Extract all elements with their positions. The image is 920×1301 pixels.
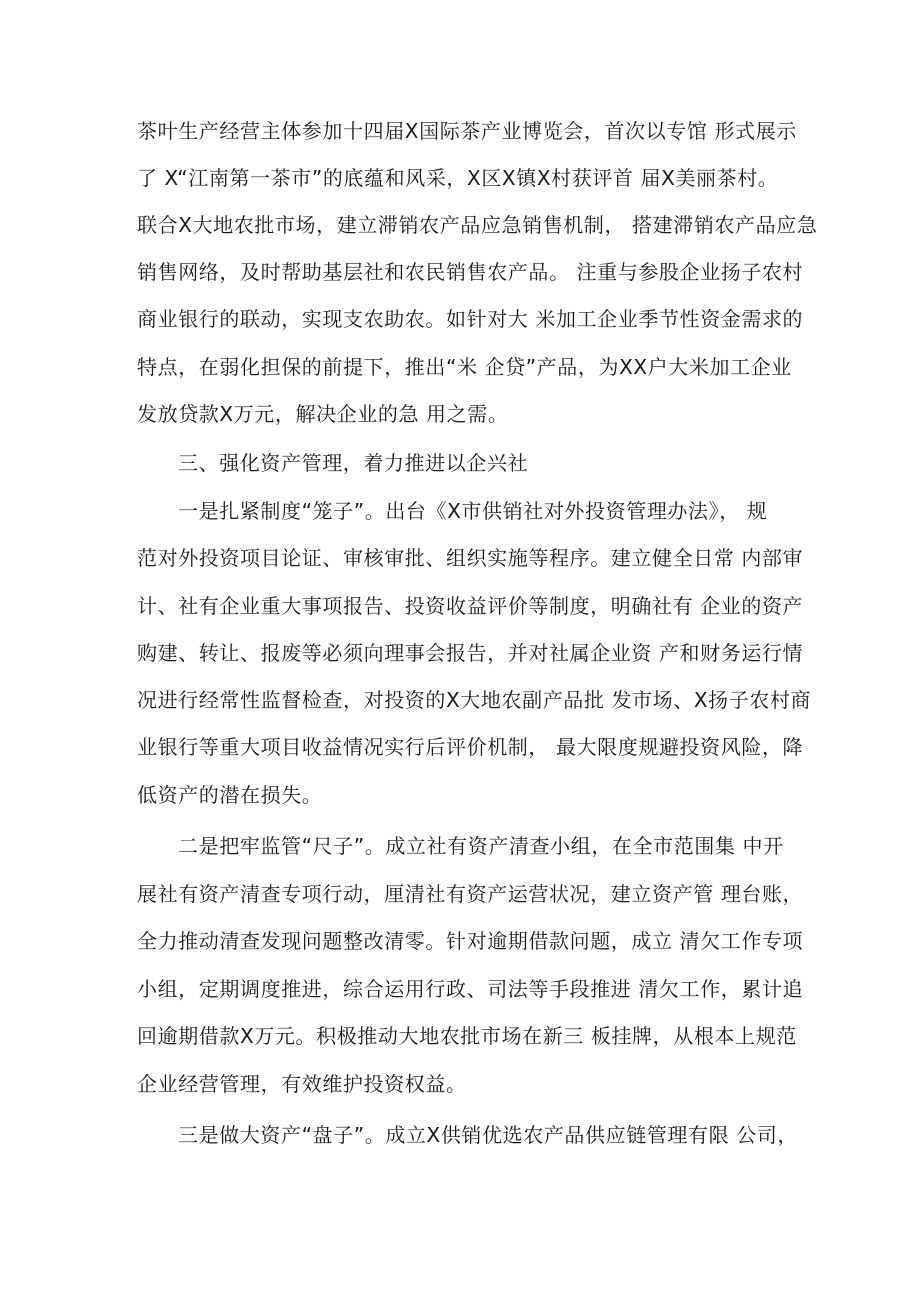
paragraph-line: 三是做大资产“盘子”。成立X供销优选农产品供应链管理有限 公司， xyxy=(178,1123,798,1147)
paragraph-line: 业银行等重大项目收益情况实行后评价机制， 最大限度规避投资风险，降 xyxy=(137,735,804,759)
paragraph-line: 发放贷款X万元，解决企业的急 用之需。 xyxy=(137,402,509,426)
paragraph-line: 小组，定期调度推进，综合运用行政、司法等手段推进 清欠工作，累计追 xyxy=(137,977,804,1001)
paragraph-line: 购建、转让、报废等必须向理事会报告，并对社属企业资 产和财务运行情 xyxy=(137,641,804,665)
paragraph-line: 计、社有企业重大事项报告、投资收益评价等制度，明确社有 企业的资产 xyxy=(137,594,804,618)
paragraph-line: 了 X“江南第一茶市”的底蕴和风采，X区X镇X村获评首 届X美丽茶村。 xyxy=(137,166,779,190)
paragraph-line: 全力推动清查发现问题整改清零。针对逾期借款问题，成立 清欠工作专项 xyxy=(137,929,804,953)
paragraph-line: 销售网络，及时帮助基层社和农民销售农产品。 注重与参股企业扬子农村 xyxy=(137,260,804,284)
paragraph-line: 低资产的潜在损失。 xyxy=(137,783,323,807)
paragraph-line: 范对外投资项目论证、审核审批、组织实施等程序。建立健全日常 内部审 xyxy=(137,546,804,570)
paragraph-line: 特点，在弱化担保的前提下，推出“米 企贷”产品，为XX户大米加工企业 xyxy=(137,355,792,379)
paragraph-line: 回逾期借款X万元。积极推动大地农批市场在新三 板挂牌，从根本上规范 xyxy=(137,1024,797,1048)
paragraph-line: 展社有资产清查专项行动，厘清社有资产运营状况，建立资产管 理台账， xyxy=(137,882,804,906)
paragraph-line: 企业经营管理，有效维护投资权益。 xyxy=(137,1072,467,1096)
paragraph-line: 一是扎紧制度“笼子”。出台《X市供销社对外投资管理办法》， 规 xyxy=(178,499,768,523)
paragraph-line: 茶叶生产经营主体参加十四届X国际茶产业博览会，首次以专馆 形式展示 xyxy=(137,119,797,143)
paragraph-line: 联合X大地农批市场，建立滞销农产品应急销售机制， 搭建滞销农产品应急 xyxy=(137,213,818,237)
paragraph-line: 商业银行的联动，实现支农助农。如针对大 米加工企业季节性资金需求的 xyxy=(137,307,804,331)
section-heading: 三、强化资产管理，着力推进以企兴社 xyxy=(178,451,529,475)
paragraph-line: 二是把牢监管“尺子”。成立社有资产清查小组，在全市范围集 中开 xyxy=(178,834,784,858)
paragraph-line: 况进行经常性监督检查，对投资的X大地农副产品批 发市场、X扬子农村商 xyxy=(137,688,812,712)
